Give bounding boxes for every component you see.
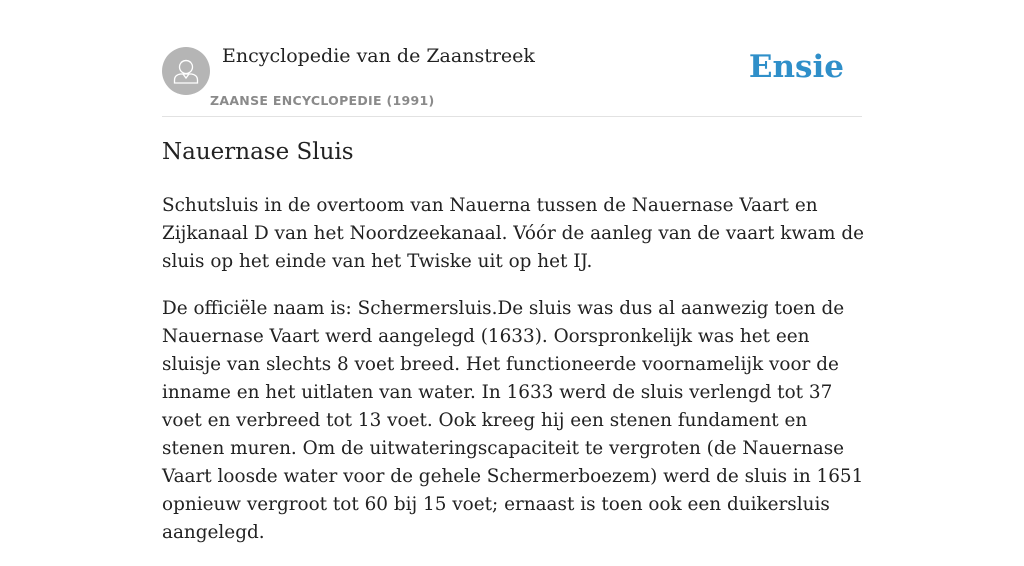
article-title: Nauernase Sluis	[162, 139, 354, 165]
source-subtitle: ZAANSE ENCYCLOPEDIE (1991)	[210, 93, 435, 108]
article-paragraph: Schutsluis in de overtoom van Nauerna tussen de Nauernase Vaart en Zijkanaal D van het Noordzeekanaal. Vóór de aanleg van de vaart kwam de sluis op het einde van het Twiske uit op het IJ.	[162, 195, 864, 272]
article-paragraph: De officiële naam is: Schermersluis.De sluis was dus al aanwezig toen de Nauernase Vaart werd aangelegd (1633). Oorspronkelijk was het een sluisje van slechts 8 voet breed. Het functioneerde voornamelijk voor de inname en het uitlaten van water. In 1633 werd de sluis verlengd tot 37 voet en verbreed tot 13 voet. Ook kreeg hij een stenen fundament en stenen muren. Om de uitwateringscapaciteit te vergroten (de Nauernase Vaart loosde water voor de gehele Schermerboezem) werd de sluis in 1651 opnieuw vergroot tot 60 bij 15 voet; ernaast is toen ook een duikersluis aangelegd.	[162, 298, 864, 543]
user-silhouette-icon	[162, 47, 210, 95]
source-title[interactable]: Encyclopedie van de Zaanstreek	[222, 45, 535, 67]
article-body	[162, 192, 874, 566]
source-header	[162, 0, 862, 117]
avatar[interactable]	[162, 47, 210, 95]
brand-logo[interactable]: Ensie	[748, 49, 844, 85]
